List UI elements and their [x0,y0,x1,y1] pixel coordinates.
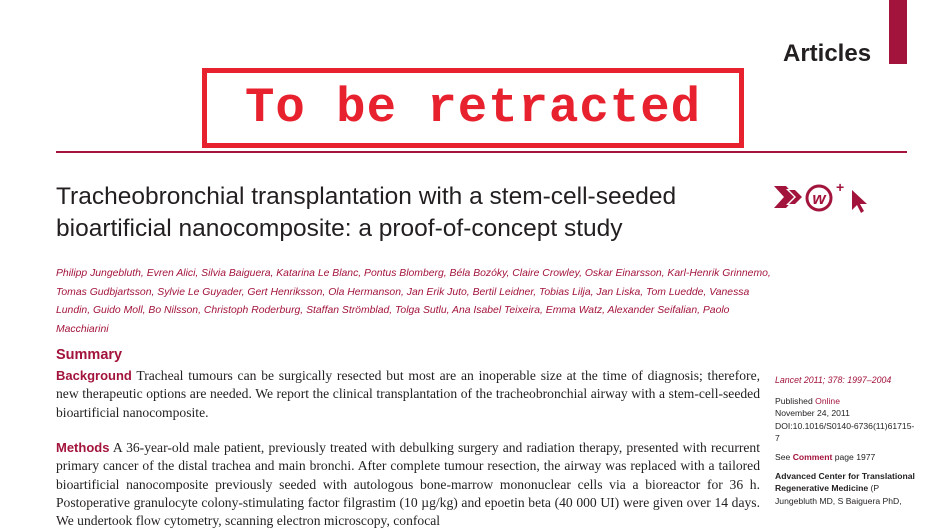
retraction-stamp-text: To be retracted [244,80,702,136]
published-line [775,395,915,407]
article-icons [772,180,892,214]
methods-label: Methods [56,440,110,455]
online-link[interactable]: Online [815,396,840,407]
at-email-icon[interactable] [807,180,844,210]
see-suffix: page 1977 [832,452,876,463]
citation: Lancet 2011; 378: 1997–2004 [775,375,892,385]
comment-link[interactable]: Comment [792,452,833,463]
see-prefix: See [775,452,793,463]
published-date: November 24, 2011 [775,408,850,419]
cursor-click-icon[interactable] [852,190,867,213]
affiliation-detail: (P Jungebluth MD, S Baiguera PhD, [775,483,902,506]
affiliation-name: Advanced Center for Translational Regenerative Medicine [775,471,915,494]
summary-methods [56,439,760,530]
article-title: Tracheobronchial transplantation with a stem-cell-seeded bioartificial nanocomposite: a proof-of-concept study [56,183,677,242]
journal-color-bar [889,0,907,64]
section-label: Articles [783,40,872,67]
doi[interactable]: DOI:10.1016/S0140-6736(11)61715-7 [775,420,915,443]
published-prefix: Published [775,396,816,407]
affiliation [775,470,915,507]
summary-background [56,367,760,422]
online-first-icon[interactable] [774,186,802,208]
sidebar [775,374,915,507]
publication-info [775,395,915,444]
svg-text:w: w [812,189,826,208]
retraction-stamp [202,68,744,148]
author-list: Philipp Jungebluth, Evren Alici, Silvia Baiguera, Katarina Le Blanc, Pontus Blomberg, Béla Bozóky, Claire Crowley, Oskar Einarsson, Karl-Henrik Grinnemo, Tomas Gudbjartsson, Sylvie Le Guyader, Gert Henriksson, Ola Hermanson, Jan Erik Juto, Bertil Leidner, Tobias Lilja, Jan Liska, Tom Luedde, Vanessa Lundin, Guido Moll, Bo Nilsson, Christoph Roderburg, Staffan Strömblad, Tolga Sutlu, Ana Isabel Teixeira, Emma Watz, Alexander Seifalian, Paolo Macchiarini [56,268,771,335]
see-comment-line [775,451,915,463]
methods-text: A 36-year-old male patient, previously treated with debulking surgery and radiation therapy, presented with recurrent primary cancer of the distal trachea and main bronchi. After complete tumour resection, the airway was replaced with a tailored bioartificial nanocomposite previously seeded with autologous bone-marrow mononuclear cells via a bioreactor for 36 h. Postoperative granulocyte colony-stimulating factor filgrastim (10 µg/kg) and epoetin beta (40 000 UI) were given over 14 days. We undertook flow cytometry, scanning electron microscopy, confocal [56,440,760,529]
background-text: Tracheal tumours can be surgically resected but most are an inoperable size at the time of diagnosis; therefore, new therapeutic options are needed. We report the clinical transplantation of the tracheobronchial airway with a stem-cell-seeded bioartificial nanocomposite. [56,368,760,420]
summary-heading: Summary [56,347,123,363]
background-label: Background [56,368,132,383]
svg-text:+: + [836,180,845,195]
header-rule [56,151,907,153]
